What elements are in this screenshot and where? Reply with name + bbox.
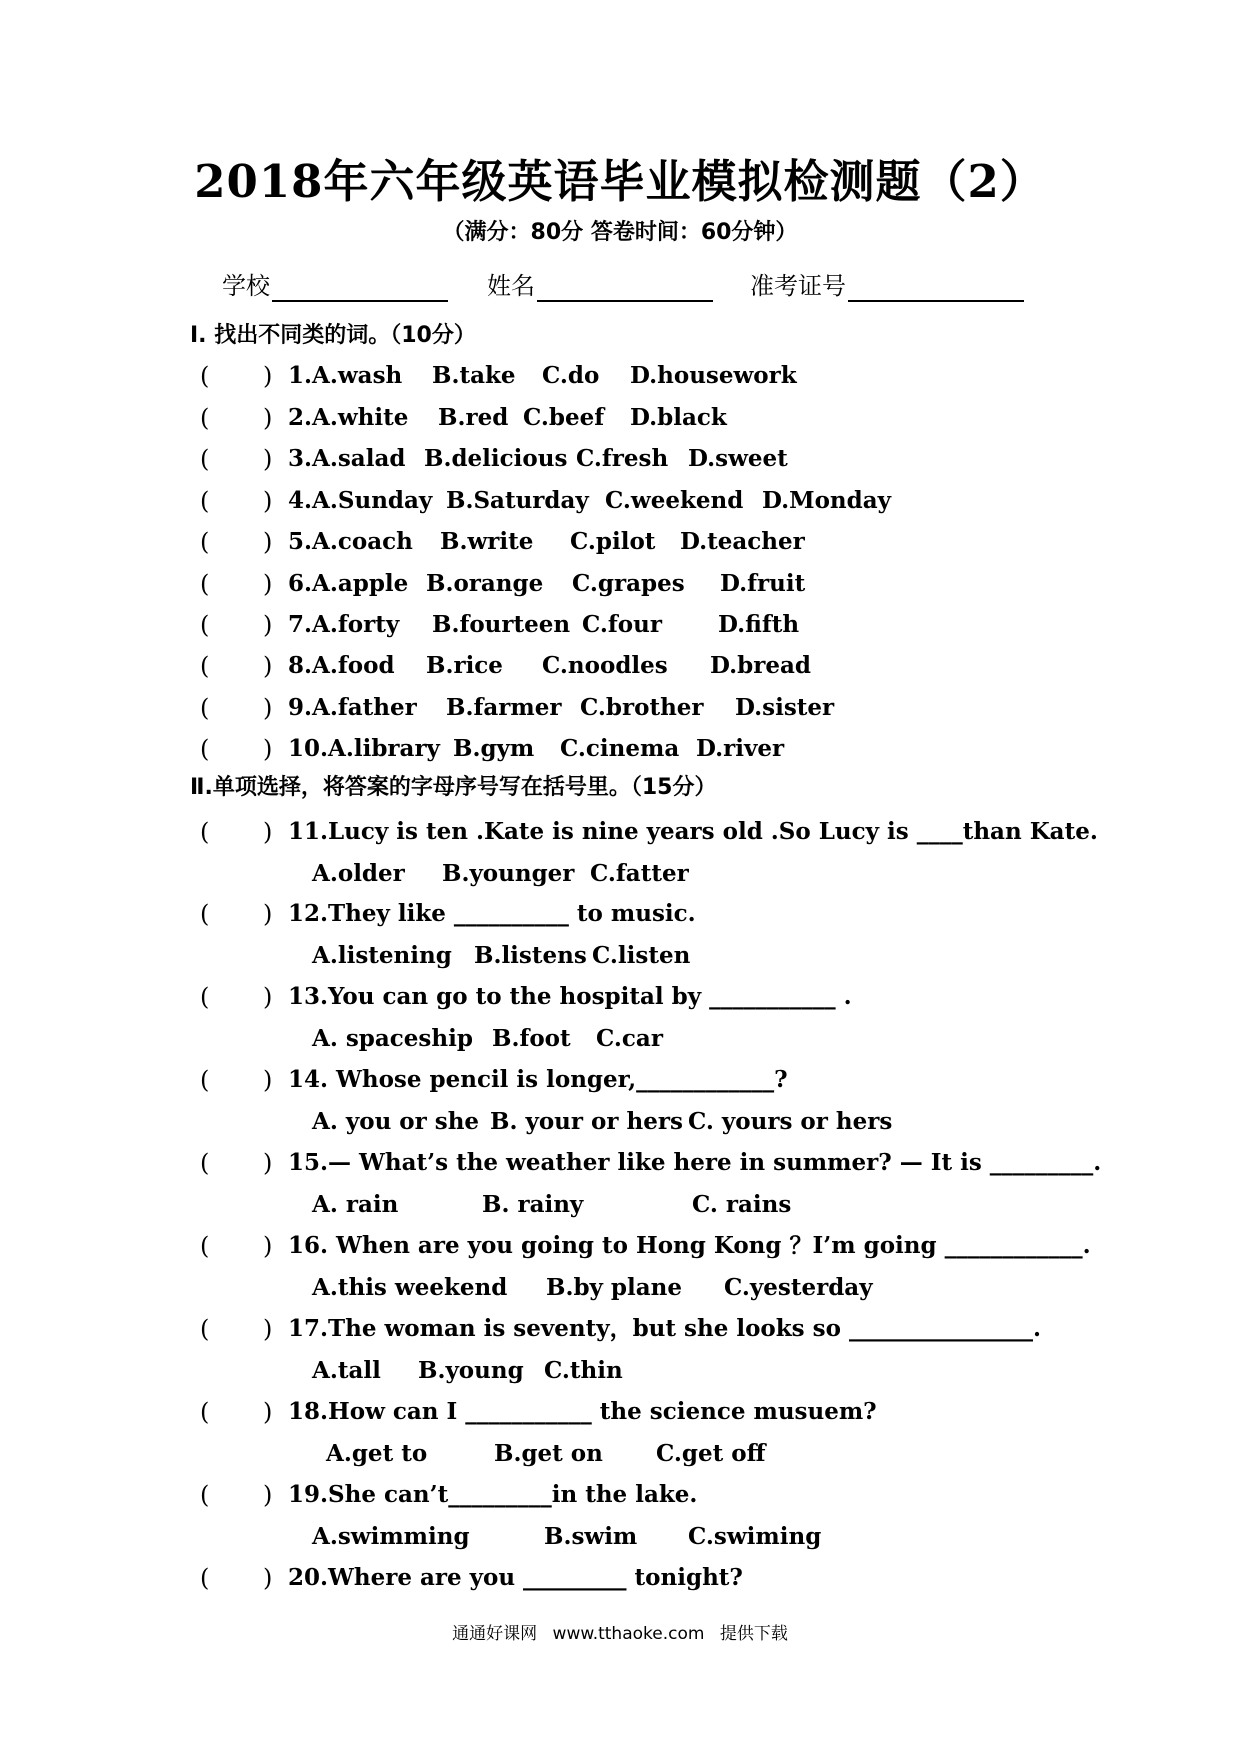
page-title: 2018年六年级英语毕业模拟检测题（2） (194, 155, 1046, 208)
option-b: B.fourteen (432, 611, 571, 638)
answer-paren-close: ) (263, 1398, 273, 1426)
option-b: B.farmer (446, 694, 562, 721)
options-row (200, 1104, 1100, 1140)
options-row (200, 1436, 1100, 1472)
question-number-option-a: 9.A.father (288, 694, 417, 721)
option-c: C.yesterday (724, 1274, 873, 1301)
question-number-option-a: 10.A.library (288, 735, 440, 762)
answer-paren-open[interactable]: ( (200, 1066, 210, 1094)
answer-paren-close: ) (263, 1066, 273, 1094)
option-d: D.housework (630, 362, 797, 389)
section-2-heading: Ⅱ.单项选择，将答案的字母序号写在括号里。（15分） (190, 775, 717, 800)
question-number-option-a: 2.A.white (288, 404, 409, 431)
option-d: D.fifth (718, 611, 800, 638)
answer-paren-open[interactable]: ( (200, 1149, 210, 1177)
option-b: B.by plane (546, 1274, 682, 1301)
option-c: C.fresh (576, 445, 669, 472)
answer-paren-open[interactable]: ( (200, 818, 210, 846)
answer-paren-open[interactable]: ( (200, 1232, 210, 1260)
option-c: C.swiming (688, 1523, 822, 1550)
option-b: B.foot (492, 1025, 571, 1052)
option-c: C.fatter (590, 860, 689, 887)
question-stem: 16. When are you going to Hong Kong ？I’m going ____________. (288, 1232, 1091, 1259)
option-d: D.fruit (720, 570, 806, 597)
option-b: B.delicious (424, 445, 568, 472)
option-d: D.Monday (762, 487, 892, 514)
answer-paren-open[interactable]: ( (200, 1564, 210, 1592)
exam-id-field[interactable] (750, 266, 1024, 302)
option-a: A. you or she (312, 1108, 480, 1135)
option-c: C. yours or hers (688, 1108, 893, 1135)
question-stem: 13.You can go to the hospital by ___________ . (288, 983, 852, 1010)
options-row (200, 1021, 1100, 1057)
question-stem: 17.The woman is seventy，but she looks so ________________. (288, 1315, 1041, 1342)
page-subtitle: （满分：80分 答卷时间：60分钟） (442, 220, 798, 245)
page-footer (0, 1622, 1240, 1646)
option-c: C.brother (580, 694, 704, 721)
option-c: C.get off (656, 1440, 766, 1467)
question-number-option-a: 7.A.forty (288, 611, 400, 638)
options-row (200, 1270, 1100, 1306)
school-field[interactable] (222, 266, 448, 302)
option-b: B.write (440, 528, 534, 555)
answer-paren-open[interactable]: ( (200, 694, 210, 722)
question-row (200, 358, 1100, 394)
options-row (200, 856, 1100, 892)
option-d: D.bread (710, 652, 811, 679)
answer-paren-close: ) (263, 445, 273, 473)
question-row (200, 483, 1100, 519)
section-1-heading: Ⅰ. 找出不同类的词。（10分） (190, 323, 476, 348)
question-stem: 12.They like __________ to music. (288, 900, 696, 927)
option-c: C.beef (523, 404, 605, 431)
question-row (200, 441, 1100, 477)
footer-suffix: 提供下载 (719, 1624, 788, 1644)
question-number-option-a: 3.A.salad (288, 445, 406, 472)
answer-paren-open[interactable]: ( (200, 1481, 210, 1509)
exam-id-label: 准考证号 (750, 272, 846, 300)
answer-paren-close: ) (263, 900, 273, 928)
option-b: B. your or hers (490, 1108, 683, 1135)
answer-paren-open[interactable]: ( (200, 570, 210, 598)
option-d: D.sweet (688, 445, 788, 472)
question-stem: 18.How can I ___________ the science musuem? (288, 1398, 877, 1425)
question-row (200, 1560, 1100, 1596)
answer-paren-close: ) (263, 983, 273, 1011)
option-b: B.take (432, 362, 516, 389)
option-a: A. rain (312, 1191, 399, 1218)
answer-paren-open[interactable]: ( (200, 611, 210, 639)
options-row (200, 1353, 1100, 1389)
answer-paren-close: ) (263, 570, 273, 598)
answer-paren-close: ) (263, 1481, 273, 1509)
option-b: B.orange (426, 570, 544, 597)
option-c: C.thin (544, 1357, 623, 1384)
answer-paren-open[interactable]: ( (200, 445, 210, 473)
answer-paren-open[interactable]: ( (200, 652, 210, 680)
option-b: B. rainy (482, 1191, 584, 1218)
question-number-option-a: 8.A.food (288, 652, 395, 679)
answer-paren-open[interactable]: ( (200, 1398, 210, 1426)
answer-paren-open[interactable]: ( (200, 487, 210, 515)
option-b: B.red (438, 404, 509, 431)
answer-paren-open[interactable]: ( (200, 528, 210, 556)
option-a: A.get to (326, 1440, 428, 1467)
answer-paren-close: ) (263, 652, 273, 680)
option-a: A.tall (312, 1357, 381, 1384)
question-stem: 19.She can’t_________in the lake. (288, 1481, 698, 1508)
option-c: C.car (596, 1025, 663, 1052)
question-row (200, 400, 1100, 436)
question-row (200, 1062, 1100, 1098)
answer-paren-close: ) (263, 818, 273, 846)
answer-paren-close: ) (263, 611, 273, 639)
question-row (200, 1477, 1100, 1513)
option-c: C.four (582, 611, 662, 638)
option-b: B.younger (442, 860, 575, 887)
answer-paren-close: ) (263, 735, 273, 763)
question-row (200, 814, 1100, 850)
answer-paren-close: ) (263, 404, 273, 432)
exam-id-blank[interactable] (848, 272, 1024, 302)
name-blank[interactable] (537, 272, 713, 302)
option-b: B.Saturday (446, 487, 589, 514)
answer-paren-close: ) (263, 1149, 273, 1177)
question-stem: 11.Lucy is ten .Kate is nine years old .So Lucy is ____than Kate. (288, 818, 1098, 845)
question-row (200, 1228, 1100, 1264)
question-stem: 15.— What’s the weather like here in summer? — It is _________. (288, 1149, 1102, 1176)
footer-site-name: 通通好课网 (452, 1624, 538, 1644)
answer-paren-close: ) (263, 487, 273, 515)
question-stem: 20.Where are you _________ tonight? (288, 1564, 743, 1591)
name-field[interactable] (487, 266, 713, 302)
question-number-option-a: 4.A.Sunday (288, 487, 433, 514)
answer-paren-open[interactable]: ( (200, 900, 210, 928)
answer-paren-close: ) (263, 1232, 273, 1260)
option-c: C.cinema (560, 735, 680, 762)
option-b: B.get on (494, 1440, 603, 1467)
answer-paren-close: ) (263, 362, 273, 390)
option-b: B.listens (474, 942, 587, 969)
answer-paren-close: ) (263, 1315, 273, 1343)
option-a: A.swimming (312, 1523, 470, 1550)
question-row (200, 1394, 1100, 1430)
option-c: C.grapes (572, 570, 685, 597)
option-d: D.black (630, 404, 727, 431)
question-row (200, 690, 1100, 726)
option-d: D.river (696, 735, 785, 762)
question-row (200, 566, 1100, 602)
option-a: A. spaceship (312, 1025, 473, 1052)
answer-paren-open[interactable]: ( (200, 1315, 210, 1343)
option-c: C.weekend (605, 487, 744, 514)
options-row (200, 1187, 1100, 1223)
options-row (200, 938, 1100, 974)
option-b: B.swim (544, 1523, 638, 1550)
answer-paren-close: ) (263, 1564, 273, 1592)
option-b: B.young (418, 1357, 524, 1384)
option-d: D.sister (735, 694, 835, 721)
option-a: A.this weekend (312, 1274, 508, 1301)
option-c: C.pilot (570, 528, 656, 555)
answer-paren-open[interactable]: ( (200, 983, 210, 1011)
answer-paren-close: ) (263, 528, 273, 556)
school-label: 学校 (222, 272, 270, 300)
question-stem: 14. Whose pencil is longer,____________? (288, 1066, 788, 1093)
question-number-option-a: 6.A.apple (288, 570, 409, 597)
question-row (200, 1311, 1100, 1347)
question-number-option-a: 5.A.coach (288, 528, 413, 555)
name-label: 姓名 (487, 272, 535, 300)
question-row (200, 648, 1100, 684)
question-row (200, 524, 1100, 560)
option-b: B.rice (426, 652, 503, 679)
option-a: A.listening (312, 942, 452, 969)
answer-paren-open[interactable]: ( (200, 735, 210, 763)
student-info-row (222, 266, 1052, 306)
question-row (200, 731, 1100, 767)
school-blank[interactable] (272, 272, 448, 302)
answer-paren-open[interactable]: ( (200, 362, 210, 390)
question-number-option-a: 1.A.wash (288, 362, 403, 389)
option-c: C. rains (692, 1191, 792, 1218)
option-c: C.noodles (542, 652, 668, 679)
option-d: D.teacher (680, 528, 805, 555)
answer-paren-close: ) (263, 694, 273, 722)
footer-url[interactable]: www.tthaoke.com (552, 1624, 705, 1644)
answer-paren-open[interactable]: ( (200, 404, 210, 432)
options-row (200, 1519, 1100, 1555)
question-row (200, 1145, 1100, 1181)
question-row (200, 896, 1100, 932)
option-a: A.older (312, 860, 405, 887)
option-c: C.do (542, 362, 600, 389)
question-row (200, 979, 1100, 1015)
question-row (200, 607, 1100, 643)
option-b: B.gym (453, 735, 535, 762)
option-c: C.listen (592, 942, 691, 969)
